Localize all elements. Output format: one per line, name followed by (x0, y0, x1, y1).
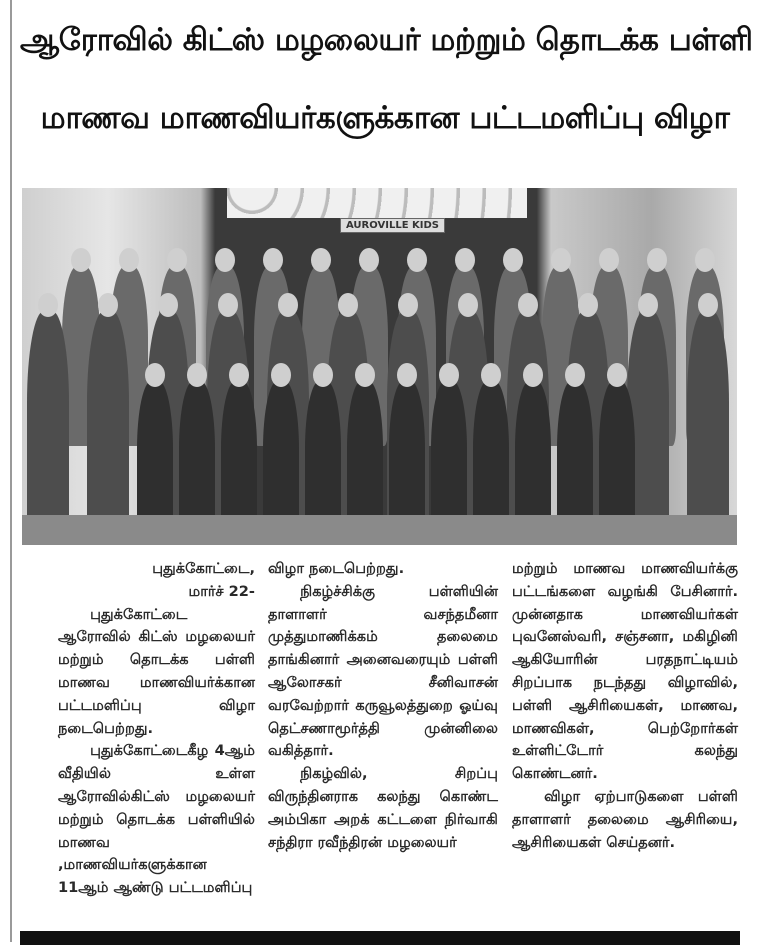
page-border-line (10, 0, 12, 942)
person-head (71, 248, 91, 272)
person-silhouette (687, 311, 729, 541)
person-head (359, 248, 379, 272)
person-head (119, 248, 139, 272)
person-head (518, 293, 538, 317)
person-head (458, 293, 478, 317)
person-head (355, 363, 375, 387)
article-column-1 (58, 558, 255, 900)
person-head (638, 293, 658, 317)
person-head (607, 363, 627, 387)
article-column-2 (268, 558, 498, 854)
person-head (218, 293, 238, 317)
person-head (523, 363, 543, 387)
person-head (439, 363, 459, 387)
paragraph: புதுக்கோட்டைகீழ 4ஆம் வீதியில் உள்ள ஆரோவில்கிட்ஸ் மழலையர் மற்றும் தொடக்க பள்ளியில் மாணவ ,மாணவியர்களுக்கான 11ஆம் ஆண்டு பட்டமளிப்பு (58, 742, 255, 897)
person-head (263, 248, 283, 272)
article-column-3 (512, 558, 738, 854)
headline-line-1: ஆரோவில் கிட்ஸ் மழலையர் மற்றும் தொடக்க பள்ளி (20, 22, 753, 58)
person-head (397, 363, 417, 387)
paragraph: புதுக்கோட்டை ஆரோவில் கிட்ஸ் மழலையர் மற்றும் தொடக்க பள்ளி மாணவ மாணவியர்க்கான பட்டமளிப்பு விழா நடைபெற்றது. (58, 605, 255, 737)
person-head (578, 293, 598, 317)
group-photo (22, 188, 737, 545)
bottom-black-bar (20, 931, 740, 945)
person-head (311, 248, 331, 272)
person-silhouette (27, 311, 69, 541)
person-head (698, 293, 718, 317)
person-head (38, 293, 58, 317)
person-head (398, 293, 418, 317)
person-head (158, 293, 178, 317)
stage-floor (22, 515, 737, 545)
person-head (695, 248, 715, 272)
person-head (407, 248, 427, 272)
paragraph: நிகழ்வில், சிறப்பு விருந்தினராக கலந்து கொண்ட அம்பிகா அறக் கட்டளை நிர்வாகி சந்திரா ரவீந்திரன் மழலையர் (268, 765, 498, 851)
person-head (455, 248, 475, 272)
person-head (313, 363, 333, 387)
person-head (229, 363, 249, 387)
headline-line-2: மாணவ மாணவியர்களுக்கான பட்டமளிப்பு விழா (40, 100, 730, 136)
dateline-date: மார்ச் 22- (188, 582, 255, 600)
person-head (167, 248, 187, 272)
person-head (565, 363, 585, 387)
person-head (481, 363, 501, 387)
stage-curtain (227, 188, 527, 218)
person-head (187, 363, 207, 387)
person-head (145, 363, 165, 387)
paragraph: நிகழ்ச்சிக்கு பள்ளியின் தாளாளர் வசந்தமீனா முத்துமாணிக்கம் தலைமை தாங்கினார் அனைவரையும் பள்ளி ஆலோசகர் சீனிவாசன் வரவேற்றார் கருவூலத்துறை ஓய்வு தெட்சணாமூர்த்தி முன்னிலை வகித்தார். (268, 582, 498, 760)
person-head (271, 363, 291, 387)
stage-banner: AUROVILLE KIDS (340, 218, 445, 233)
person-head (338, 293, 358, 317)
person-head (599, 248, 619, 272)
paragraph: விழா ஏற்பாடுகளை பள்ளி தாளாளர் தலைமை ஆசிரியை, ஆசிரியைகள் செய்தனர். (512, 787, 738, 851)
paragraph: மற்றும் மாணவ மாணவியர்க்கு பட்டங்களை வழங்கி பேசினார். முன்னதாக மாணவியர்கள் புவனேஸ்வரி, சஞ்சனா, மகிழினி ஆகியோரின் பரதநாட்டியம் சிறப்பாக நடந்தது விழாவில், பள்ளி ஆசிரியைகள், மாணவ, மாணவிகள், பெற்றோர்கள் உள்ளிட்டோர் கலந்து கொண்டனர். (512, 560, 738, 783)
person-silhouette (87, 311, 129, 541)
person-head (278, 293, 298, 317)
person-head (647, 248, 667, 272)
person-head (98, 293, 118, 317)
dateline-place: புதுக்கோட்டை, (152, 560, 255, 577)
person-head (215, 248, 235, 272)
person-head (551, 248, 571, 272)
paragraph: விழா நடைபெற்றது. (268, 560, 405, 577)
person-head (503, 248, 523, 272)
